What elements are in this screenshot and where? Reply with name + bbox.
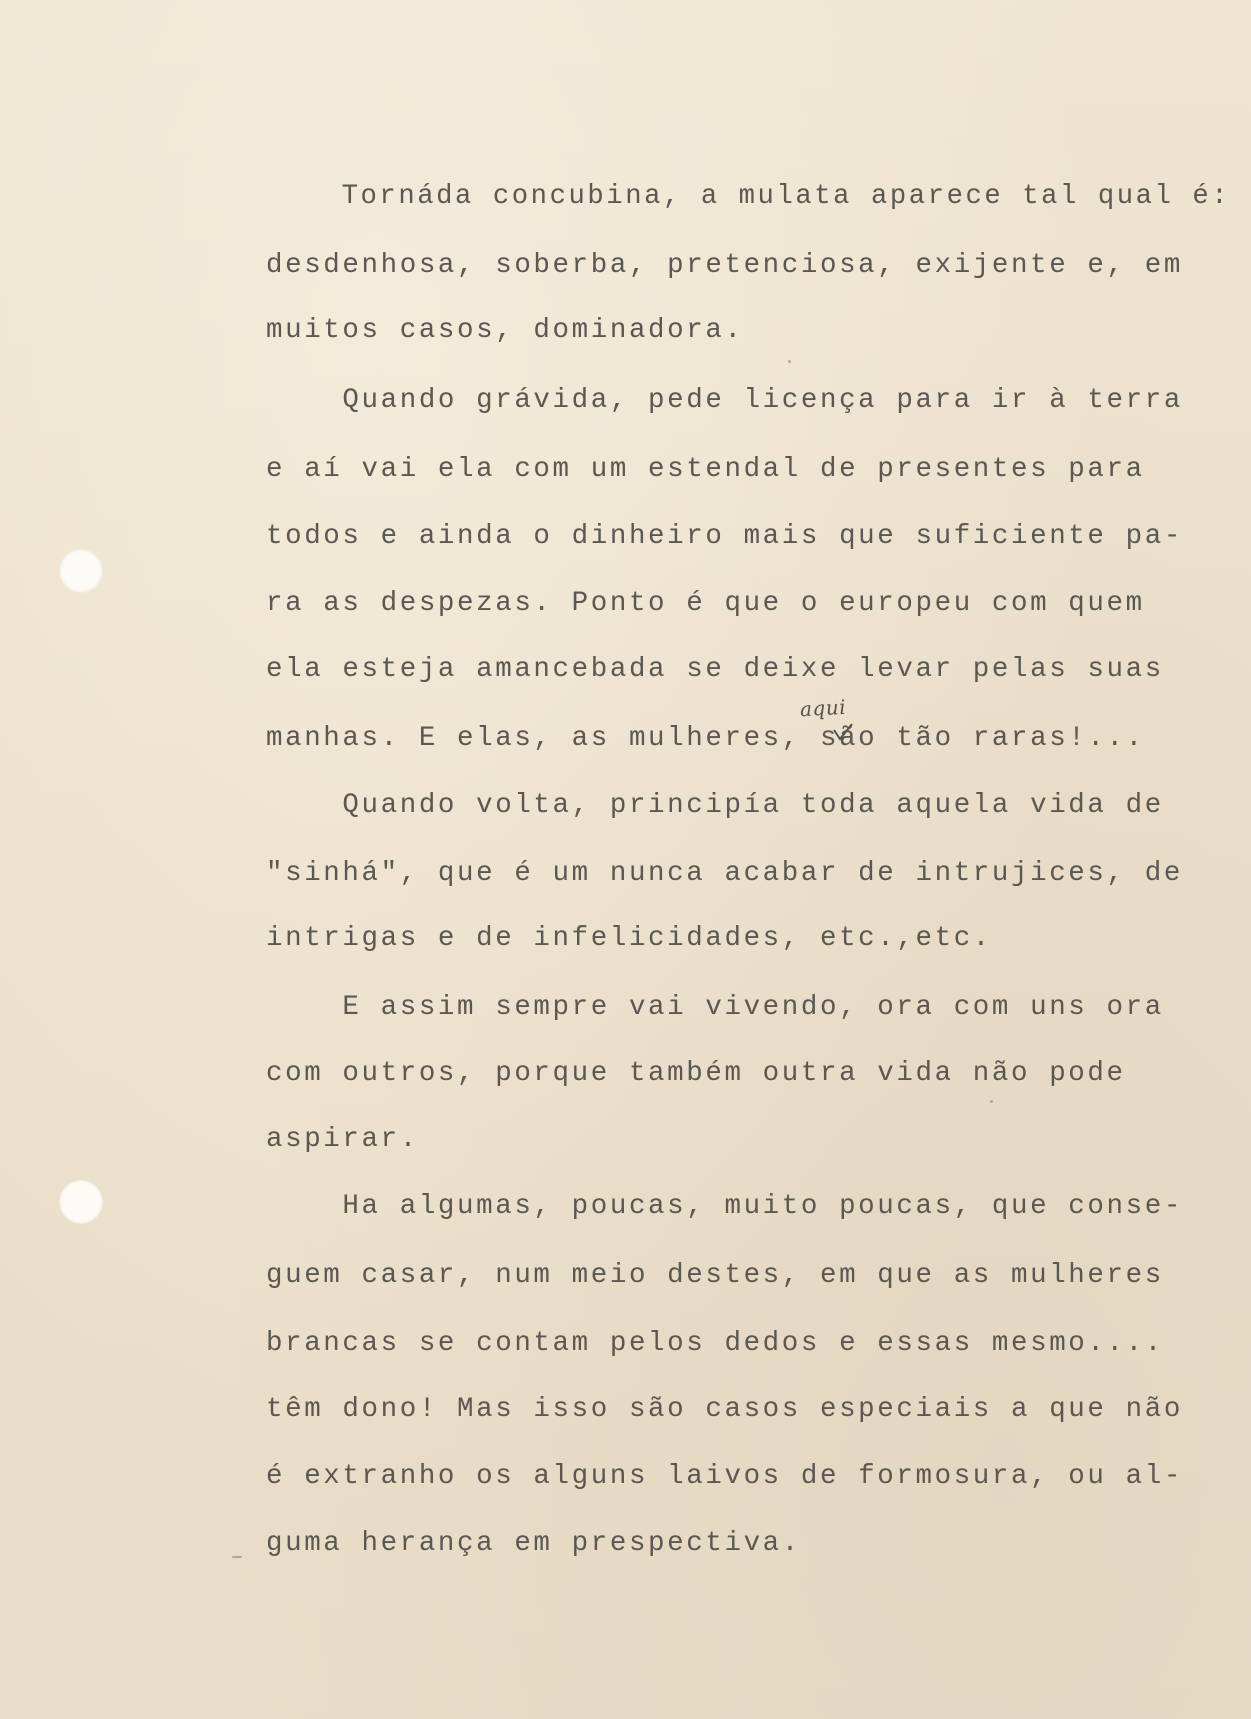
paper-speck — [232, 1556, 242, 1558]
text-line: guem casar, num meio destes, em que as mulheres — [266, 1260, 1164, 1291]
handwritten-insertion: aqui — [799, 694, 847, 722]
text-line: brancas se contam pelos dedos e essas mesmo.... — [266, 1328, 1164, 1359]
text-line: Quando grávida, pede licença para ir à terra — [266, 385, 1183, 416]
punch-hole-bottom — [59, 1180, 103, 1224]
text-line: ra as despezas. Ponto é que o europeu com quem — [266, 588, 1145, 619]
text-line: guma herança em prespectiva. — [266, 1528, 801, 1559]
text-line: é extranho os alguns laivos de formosura, ou al- — [266, 1461, 1183, 1492]
text-line: ela esteja amancebada se deixe levar pelas suas — [266, 654, 1164, 685]
text-line: desdenhosa, soberba, pretenciosa, exijente e, em — [266, 250, 1183, 281]
paper-speck — [788, 360, 791, 363]
text-line: manhas. E elas, as mulheres, são tão raras!... — [266, 723, 1145, 754]
text-line: E assim sempre vai vivendo, ora com uns ora — [266, 992, 1164, 1023]
text-line: todos e ainda o dinheiro mais que suficiente pa- — [266, 521, 1183, 552]
text-line: Tornáda concubina, a mulata aparece tal qual é: — [266, 181, 1231, 212]
punch-hole-top — [59, 549, 103, 593]
text-line: e aí vai ela com um estendal de presentes para — [266, 454, 1145, 485]
text-line: aspirar. — [266, 1124, 419, 1155]
text-line: intrigas e de infelicidades, etc.,etc. — [266, 923, 992, 954]
text-line: Quando volta, principía toda aquela vida de — [266, 790, 1164, 821]
text-line: "sinhá", que é um nunca acabar de intrujices, de — [266, 858, 1183, 889]
text-line: Ha algumas, poucas, muito poucas, que conse- — [266, 1191, 1183, 1222]
text-line: muitos casos, dominadora. — [266, 315, 744, 346]
insertion-caret-mark — [832, 722, 854, 742]
text-line: com outros, porque também outra vida não pode — [266, 1058, 1126, 1089]
text-line: têm dono! Mas isso são casos especiais a que não — [266, 1394, 1183, 1425]
paper-speck — [990, 1100, 993, 1103]
